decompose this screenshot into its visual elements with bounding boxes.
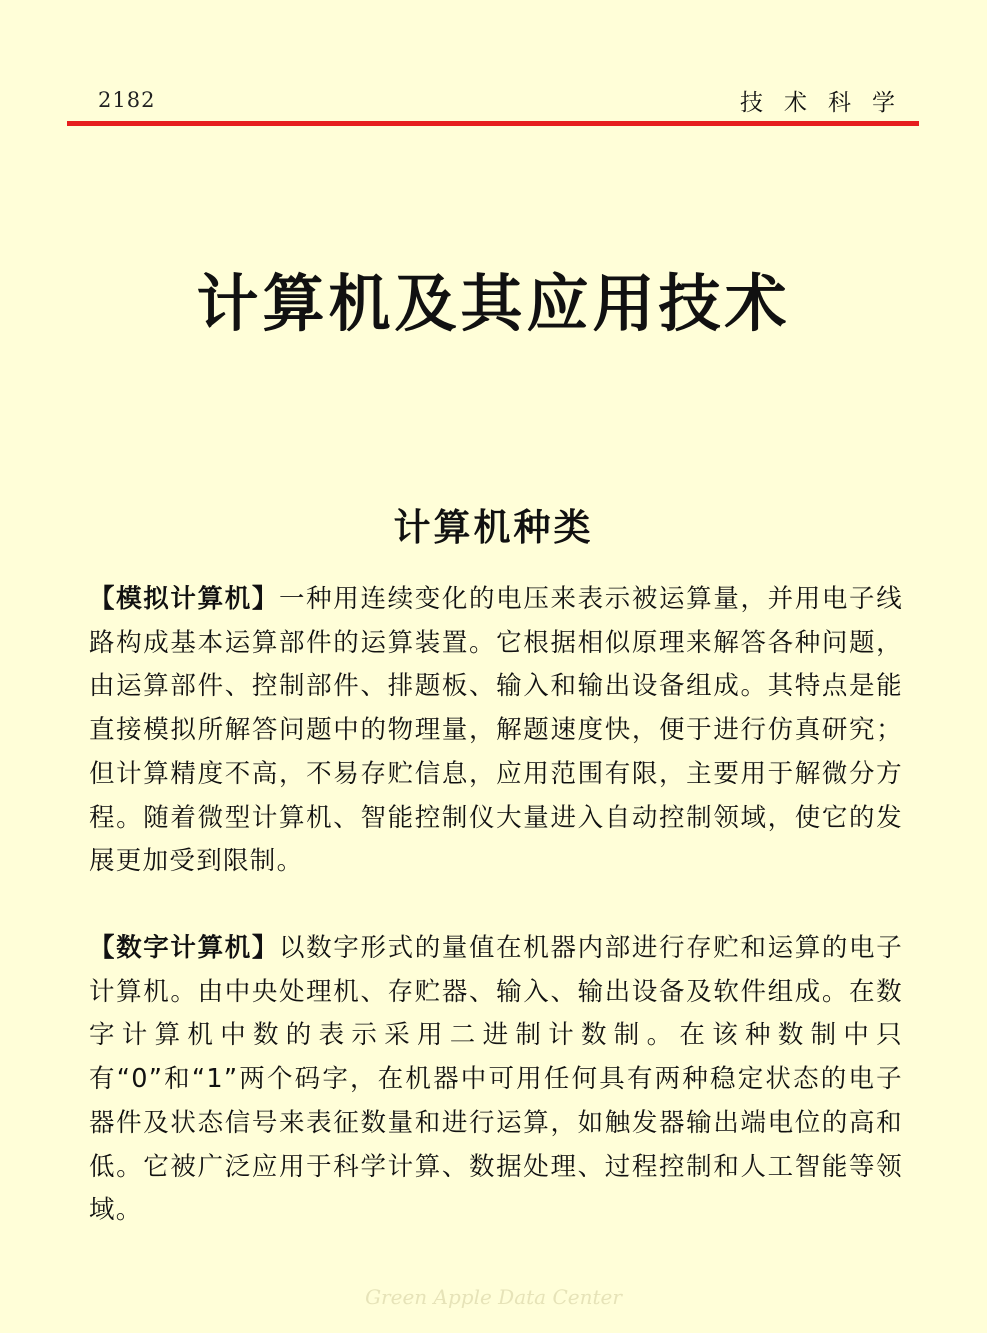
running-head: 技术科学 <box>740 90 916 116</box>
entry-digital-computer <box>89 927 903 1233</box>
chapter-title: 计算机及其应用技术 <box>196 266 791 340</box>
entry-term: 【数字计算机】 <box>89 933 280 963</box>
header-rule <box>67 121 919 126</box>
section-title: 计算机种类 <box>393 505 594 549</box>
entry-term: 【模拟计算机】 <box>89 584 280 614</box>
watermark: Green Apple Data Center <box>365 1285 622 1309</box>
entry-text: 以数字形式的量值在机器内部进行存贮和运算的电子计算机。由中央处理机、存贮器、输入、输出设备及软件组成。在数字计算机中数的表示采用二进制计数制。在该种数制中只有“0”和“1”两个码字，在机器中可用任何具有两种稳定状态的电子器件及状态信号来表征数量和进行运算，如触发器输出端电位的高和低。它被广泛应用于科学计算、数据处理、过程控制和人工智能等领域。 <box>89 933 903 1226</box>
entry-analog-computer <box>89 578 903 884</box>
entry-text: 一种用连续变化的电压来表示被运算量，并用电子线路构成基本运算部件的运算装置。它根据相似原理来解答各种问题，由运算部件、控制部件、排题板、输入和输出设备组成。其特点是能直接模拟所解答问题中的物理量，解题速度快，便于进行仿真研究；但计算精度不高，不易存贮信息，应用范围有限，主要用于解微分方程。随着微型计算机、智能控制仪大量进入自动控制领域，使它的发展更加受到限制。 <box>89 584 903 877</box>
page-number: 2182 <box>98 88 156 112</box>
